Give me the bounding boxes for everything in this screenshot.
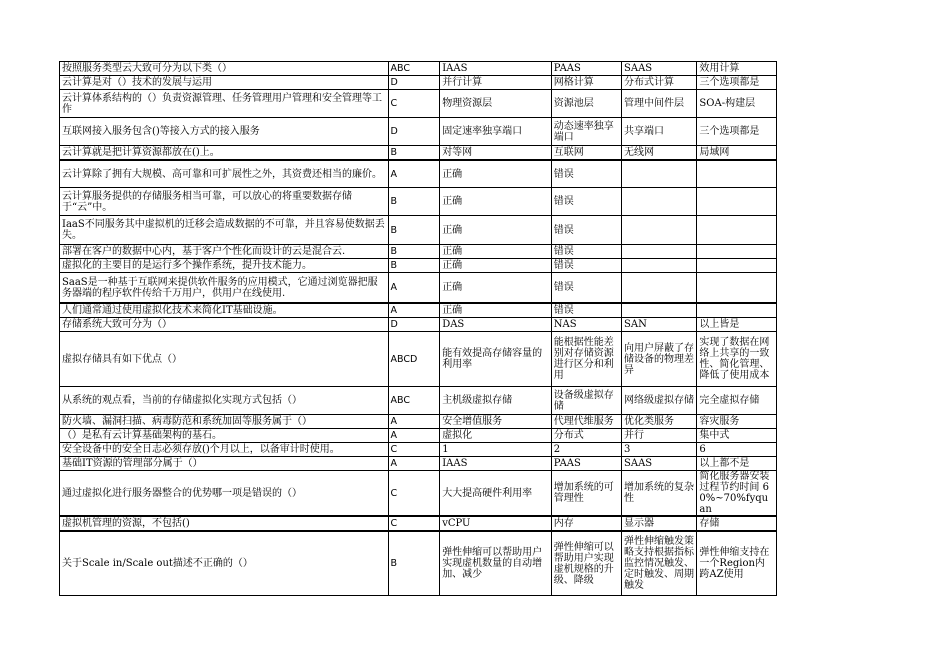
option-cell: 正确 <box>440 245 552 259</box>
option-cell <box>697 188 777 216</box>
table-row <box>60 90 777 118</box>
option-cell: 正确 <box>440 259 552 273</box>
option-cell: 容灾服务 <box>697 415 777 429</box>
answer-cell: C <box>388 443 440 457</box>
answer-cell: B <box>388 245 440 259</box>
answer-cell: ABC <box>388 62 440 76</box>
option-cell: 并行计算 <box>440 76 552 90</box>
question-cell: SaaS是一种基于互联网来提供软件服务的应用模式，它通过浏览器把服务器端的程序软件传给千万用户，供用户在线使用. <box>60 273 389 304</box>
option-cell: 弹性伸缩可以帮助用户实现虚机规格的升级、降级 <box>551 531 621 596</box>
option-cell <box>697 245 777 259</box>
question-cell: 云计算除了拥有大规模、高可靠和可扩展性之外，其资费还相当的廉价。 <box>60 160 389 188</box>
option-cell: 简化服务器安装过程节约时间 60%~70%fyquan <box>697 471 777 517</box>
question-cell: 虚拟机管理的资源，不包括() <box>60 516 389 531</box>
option-cell: 网络级虚拟存储 <box>622 387 697 415</box>
question-cell: （）是私有云计算基础架构的基石。 <box>60 429 389 443</box>
option-cell: 三个选项都是 <box>697 76 777 90</box>
option-cell: vCPU <box>440 516 552 531</box>
answer-cell: D <box>388 76 440 90</box>
option-cell: 错误 <box>551 188 621 216</box>
answer-cell: C <box>388 471 440 517</box>
option-cell: 向用户屏蔽了存储设备的物理差异 <box>622 332 697 387</box>
question-cell: 云计算体系结构的（）负责资源管理、任务管理用户管理和安全管理等工作 <box>60 90 389 118</box>
answer-cell: A <box>388 160 440 188</box>
table-row <box>60 516 777 531</box>
answer-cell: B <box>388 216 440 245</box>
table-row <box>60 443 777 457</box>
answer-cell: A <box>388 303 440 318</box>
option-cell: 以上都不是 <box>697 457 777 471</box>
answer-cell: B <box>388 188 440 216</box>
question-cell: 人们通常通过使用虚拟化技术来简化IT基础设施。 <box>60 303 389 318</box>
option-cell: 资源池层 <box>551 90 621 118</box>
option-cell <box>697 303 777 318</box>
option-cell: 优化类服务 <box>622 415 697 429</box>
option-cell: 错误 <box>551 216 621 245</box>
option-cell: 显示器 <box>622 516 697 531</box>
option-cell: 正确 <box>440 216 552 245</box>
answer-cell: A <box>388 429 440 443</box>
option-cell: 无线网 <box>622 146 697 161</box>
option-cell: 正确 <box>440 160 552 188</box>
option-cell: 主机级虚拟存储 <box>440 387 552 415</box>
option-cell: 安全增值服务 <box>440 415 552 429</box>
answer-cell: C <box>388 90 440 118</box>
option-cell: 管理中间件层 <box>622 90 697 118</box>
answer-cell: C <box>388 516 440 531</box>
question-cell: 虚拟化的主要目的是运行多个操作系统，提升技术能力。 <box>60 259 389 273</box>
table-row <box>60 160 777 188</box>
option-cell <box>697 160 777 188</box>
option-cell: 并行 <box>622 429 697 443</box>
option-cell: 大大提高硬件利用率 <box>440 471 552 517</box>
option-cell: 错误 <box>551 273 621 304</box>
answer-cell: D <box>388 318 440 332</box>
table-row <box>60 471 777 517</box>
question-cell: 按照服务类型云大致可分为以下类（） <box>60 62 389 76</box>
option-cell: 2 <box>551 443 621 457</box>
question-cell: 安全设备中的安全日志必须存放()个月以上，以备审计时使用。 <box>60 443 389 457</box>
question-cell: 关于Scale in/Scale out描述不正确的（） <box>60 531 389 596</box>
option-cell: SOA-构建层 <box>697 90 777 118</box>
option-cell: 正确 <box>440 303 552 318</box>
option-cell: 固定速率独享端口 <box>440 118 552 146</box>
question-cell: IaaS不同服务其中虚拟机的迁移会造成数据的不可靠，并且容易使数据丢失。 <box>60 216 389 245</box>
option-cell: PAAS <box>551 62 621 76</box>
option-cell: 错误 <box>551 160 621 188</box>
table-row <box>60 332 777 387</box>
option-cell: 存储 <box>697 516 777 531</box>
option-cell: 分布式计算 <box>622 76 697 90</box>
option-cell: 错误 <box>551 245 621 259</box>
option-cell: 局域网 <box>697 146 777 161</box>
option-cell: 增加系统的可管理性 <box>551 471 621 517</box>
option-cell: 集中式 <box>697 429 777 443</box>
table-row <box>60 303 777 318</box>
option-cell: 效用计算 <box>697 62 777 76</box>
option-cell: DAS <box>440 318 552 332</box>
option-cell: 弹性伸缩可以帮助用户实现虚机数量的自动增加、减少 <box>440 531 552 596</box>
question-cell: 基础IT资源的管理部分属于（） <box>60 457 389 471</box>
question-cell: 通过虚拟化进行服务器整合的优势哪一项是错误的（） <box>60 471 389 517</box>
question-cell: 云计算是对（）技术的发展与运用 <box>60 76 389 90</box>
table-row <box>60 146 777 161</box>
answer-cell: B <box>388 531 440 596</box>
option-cell: 分布式 <box>551 429 621 443</box>
option-cell: 错误 <box>551 303 621 318</box>
option-cell <box>622 216 697 245</box>
table-row <box>60 259 777 273</box>
option-cell: SAAS <box>622 457 697 471</box>
answer-cell: ABC <box>388 387 440 415</box>
question-cell: 从系统的观点看，当前的存储虚拟化实现方式包括（） <box>60 387 389 415</box>
option-cell <box>622 273 697 304</box>
option-cell: 能根据性能差别对存储资源进行区分和利用 <box>551 332 621 387</box>
table-row <box>60 76 777 90</box>
option-cell: 对等网 <box>440 146 552 161</box>
option-cell: IAAS <box>440 457 552 471</box>
option-cell: 弹性伸缩支持在一个Region内跨AZ使用 <box>697 531 777 596</box>
question-cell: 存储系统大致可分为（） <box>60 318 389 332</box>
question-cell: 云计算服务提供的存储服务相当可靠，可以放心的将重要数据存储于“云”中。 <box>60 188 389 216</box>
option-cell: 虚拟化 <box>440 429 552 443</box>
option-cell: 正确 <box>440 188 552 216</box>
option-cell: 共享端口 <box>622 118 697 146</box>
option-cell: 错误 <box>551 259 621 273</box>
option-cell <box>622 259 697 273</box>
option-cell <box>622 160 697 188</box>
option-cell: 完全虚拟存储 <box>697 387 777 415</box>
option-cell: 6 <box>697 443 777 457</box>
answer-cell: A <box>388 457 440 471</box>
answer-cell: ABCD <box>388 332 440 387</box>
option-cell <box>622 245 697 259</box>
option-cell: 三个选项都是 <box>697 118 777 146</box>
option-cell: IAAS <box>440 62 552 76</box>
option-cell: 3 <box>622 443 697 457</box>
option-cell: 互联网 <box>551 146 621 161</box>
option-cell <box>697 259 777 273</box>
option-cell <box>697 273 777 304</box>
answer-cell: B <box>388 146 440 161</box>
option-cell: 以上皆是 <box>697 318 777 332</box>
answer-cell: B <box>388 259 440 273</box>
question-cell: 互联网接入服务包含()等接入方式的接入服务 <box>60 118 389 146</box>
table-row <box>60 118 777 146</box>
option-cell: 动态速率独享端口 <box>551 118 621 146</box>
option-cell: 增加系统的复杂性 <box>622 471 697 517</box>
table-row <box>60 531 777 596</box>
option-cell: 物理资源层 <box>440 90 552 118</box>
option-cell: 代理代维服务 <box>551 415 621 429</box>
option-cell: SAN <box>622 318 697 332</box>
table-row <box>60 273 777 304</box>
option-cell: NAS <box>551 318 621 332</box>
table-row <box>60 188 777 216</box>
option-cell: PAAS <box>551 457 621 471</box>
question-cell: 部署在客户的数据中心内，基于客户个性化而设计的云是混合云. <box>60 245 389 259</box>
option-cell: 设备级虚拟存储 <box>551 387 621 415</box>
question-cell: 云计算就是把计算资源都放在()上。 <box>60 146 389 161</box>
option-cell: 内存 <box>551 516 621 531</box>
table-row <box>60 457 777 471</box>
answer-cell: A <box>388 273 440 304</box>
option-cell: SAAS <box>622 62 697 76</box>
table-row <box>60 415 777 429</box>
quiz-table <box>59 61 777 596</box>
option-cell <box>622 188 697 216</box>
table-row <box>60 318 777 332</box>
answer-cell: A <box>388 415 440 429</box>
table-row <box>60 387 777 415</box>
answer-cell: D <box>388 118 440 146</box>
table-row <box>60 429 777 443</box>
option-cell: 能有效提高存储容量的利用率 <box>440 332 552 387</box>
option-cell: 正确 <box>440 273 552 304</box>
question-cell: 虚拟存储具有如下优点（） <box>60 332 389 387</box>
option-cell <box>622 303 697 318</box>
option-cell: 1 <box>440 443 552 457</box>
option-cell: 实现了数据在网络上共享的一致性、简化管理、降低了使用成本 <box>697 332 777 387</box>
table-row <box>60 216 777 245</box>
option-cell <box>697 216 777 245</box>
table-row <box>60 245 777 259</box>
option-cell: 弹性伸缩触发策略支持根据指标监控情况触发、定时触发、周期触发 <box>622 531 697 596</box>
option-cell: 网格计算 <box>551 76 621 90</box>
question-cell: 防火墙、漏洞扫描、病毒防范和系统加固等服务属于（） <box>60 415 389 429</box>
table-row <box>60 62 777 76</box>
